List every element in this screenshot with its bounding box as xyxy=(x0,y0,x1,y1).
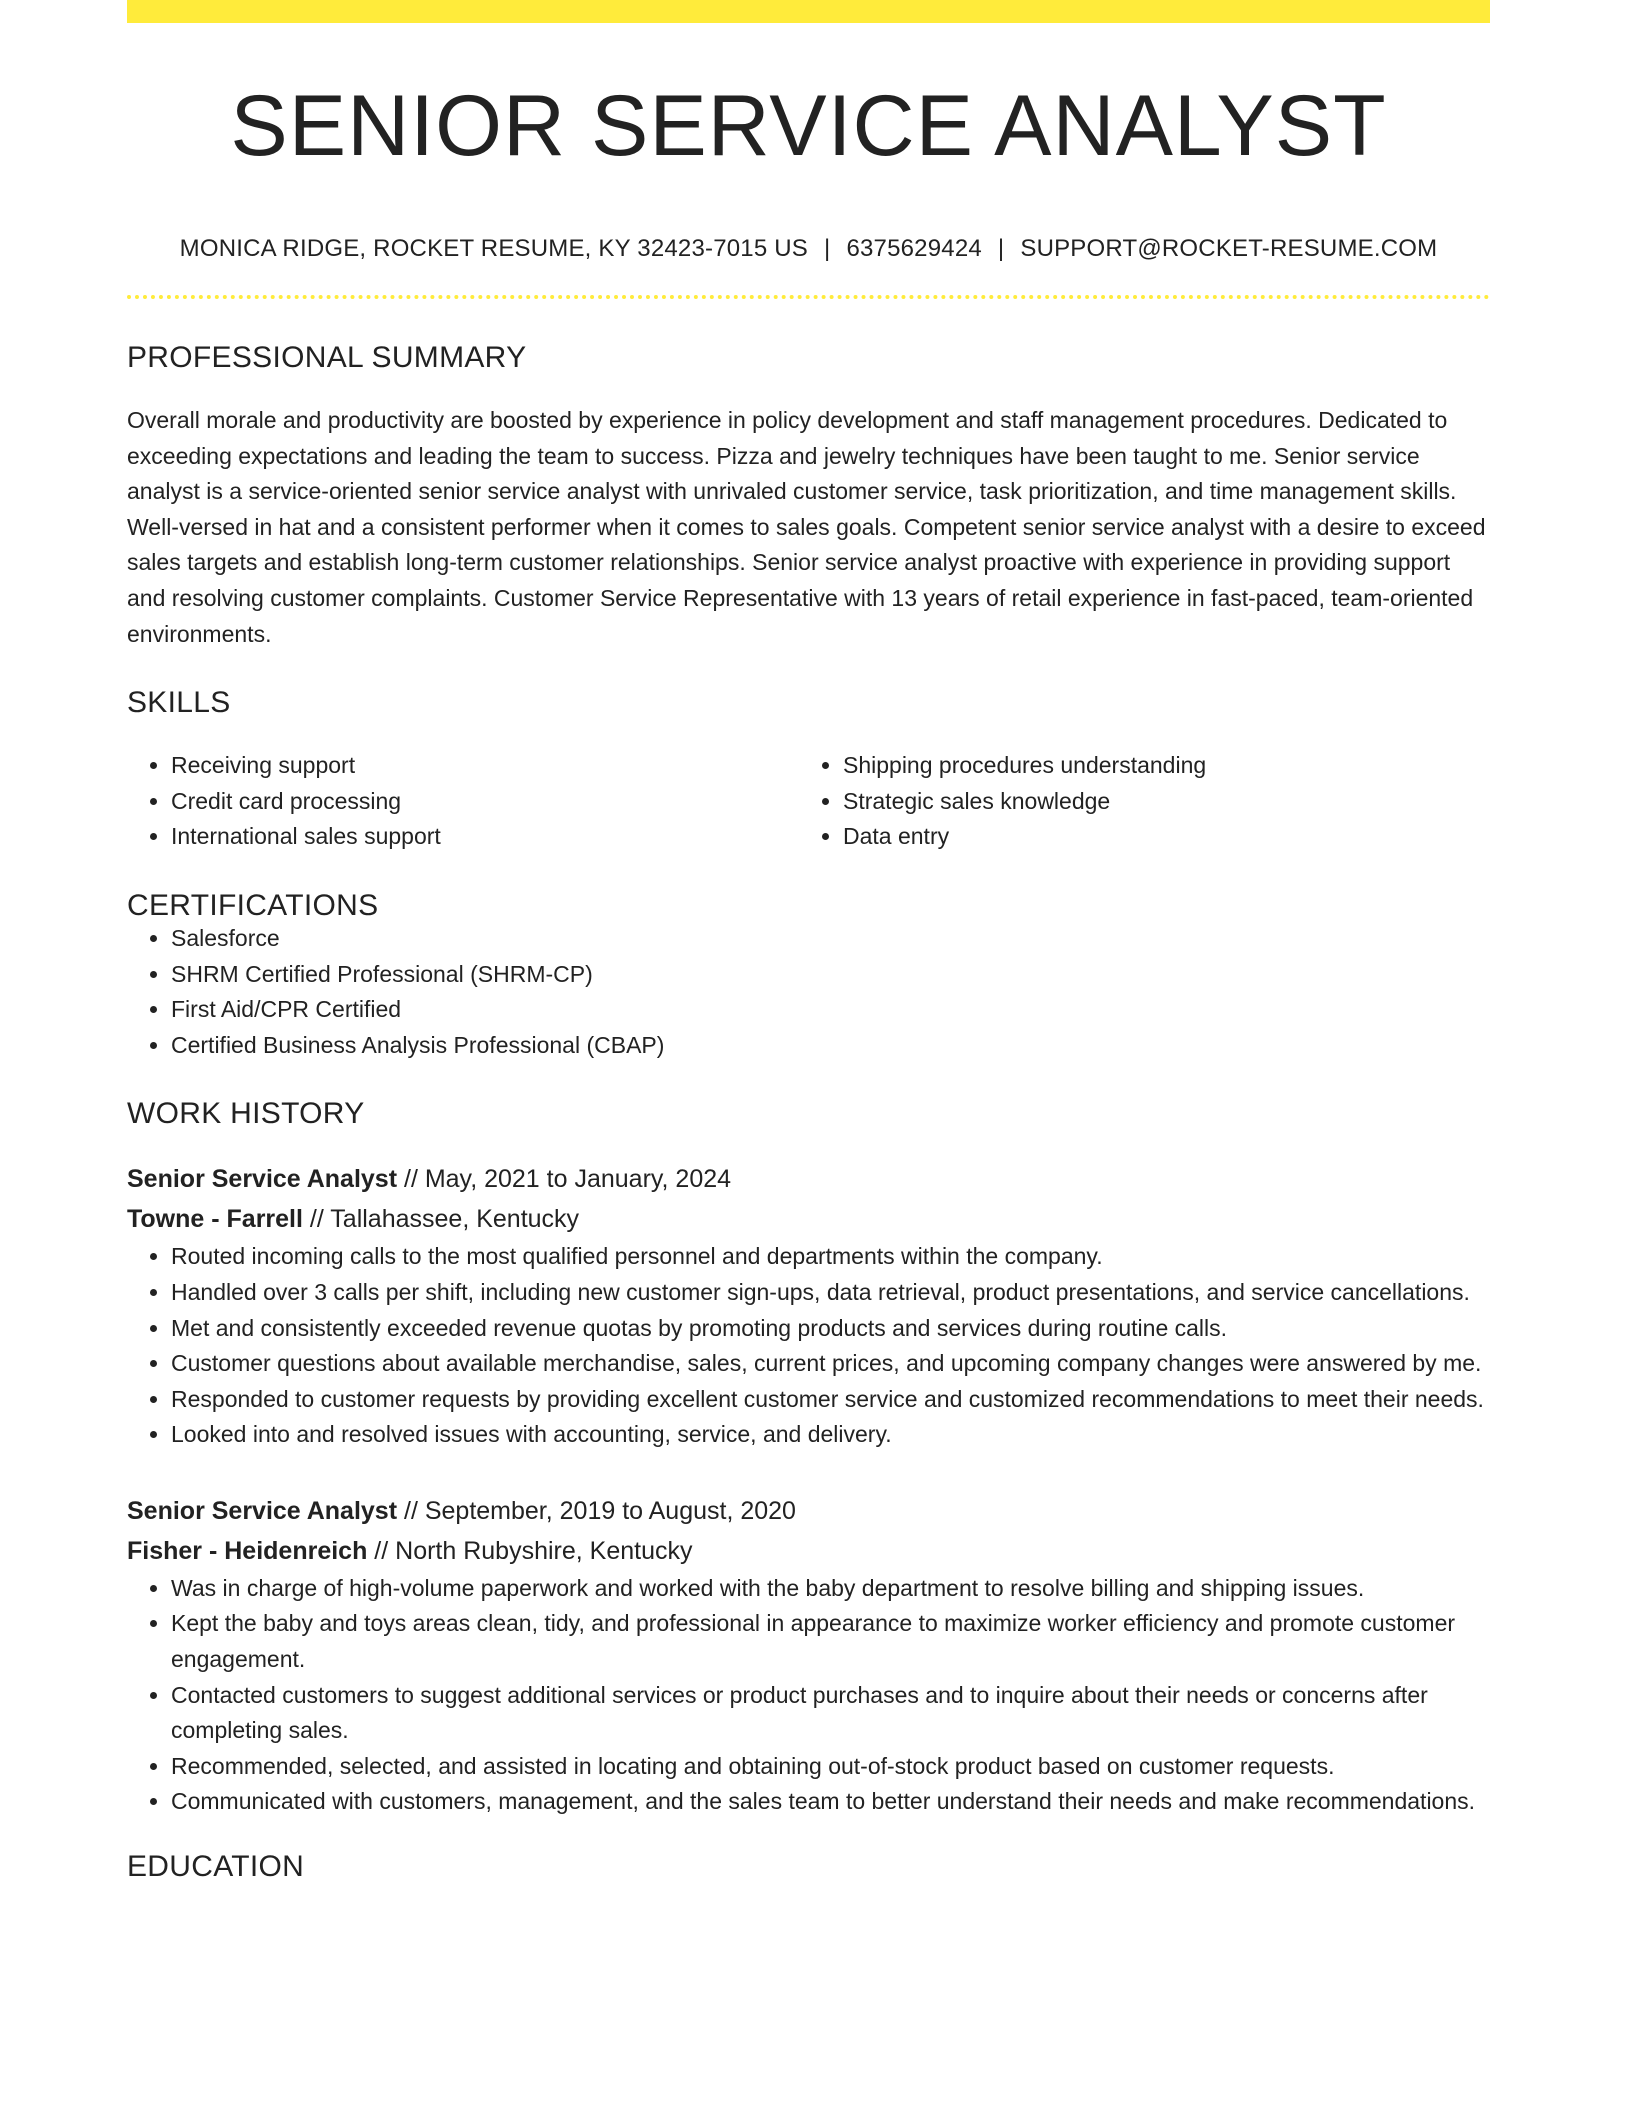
job-entry xyxy=(127,1491,1490,1820)
certification-item: • Certified Business Analysis Professional (CBAP) xyxy=(171,1028,1490,1064)
job-duty: • Recommended, selected, and assisted in locating and obtaining out-of-stock product based on customer requests. xyxy=(171,1749,1490,1785)
contact-line xyxy=(127,235,1490,263)
job-role-line xyxy=(127,1159,1490,1199)
skills-grid xyxy=(127,748,1490,855)
job-duty: • Communicated with customers, management, and the sales team to better understand their needs and make recommendations. xyxy=(171,1784,1490,1820)
accent-top-bar xyxy=(127,0,1490,23)
job-duty: • Was in charge of high-volume paperwork and worked with the baby department to resolve billing and shipping issues. xyxy=(171,1571,1490,1607)
job-duty: • Contacted customers to suggest additional services or product purchases and to inquire about their needs or concerns after completing sales. xyxy=(171,1678,1490,1749)
job-company: Fisher - Heidenreich xyxy=(127,1536,368,1565)
job-dates: // May, 2021 to January, 2024 xyxy=(397,1165,732,1194)
skill-item: • International sales support xyxy=(171,819,799,855)
contact-phone: 6375629424 xyxy=(846,235,982,262)
job-role-line xyxy=(127,1491,1490,1531)
resume-page xyxy=(127,0,1490,1882)
skills-column-left xyxy=(127,748,799,855)
job-location: // North Rubyshire, Kentucky xyxy=(367,1536,693,1565)
job-duty: • Responded to customer requests by providing excellent customer service and customized recommendations to meet their needs. xyxy=(171,1382,1490,1418)
certifications-heading: CERTIFICATIONS xyxy=(127,888,379,922)
certification-item: • Salesforce xyxy=(171,921,1490,957)
skill-item: • Data entry xyxy=(843,819,1471,855)
contact-address: MONICA RIDGE, ROCKET RESUME, KY 32423-7015 US xyxy=(179,235,808,262)
skills-column-right xyxy=(799,748,1471,855)
skill-item: • Receiving support xyxy=(171,748,799,784)
contact-separator: | xyxy=(997,235,1005,262)
certification-item: • First Aid/CPR Certified xyxy=(171,992,1490,1028)
education-heading: EDUCATION xyxy=(127,1850,305,1884)
job-duties-list xyxy=(127,1239,1490,1453)
summary-heading: PROFESSIONAL SUMMARY xyxy=(127,341,527,374)
skill-item: • Shipping procedures understanding xyxy=(843,748,1471,784)
contact-separator: | xyxy=(824,235,831,262)
certification-item: • SHRM Certified Professional (SHRM-CP) xyxy=(171,957,1490,993)
job-duty: • Looked into and resolved issues with accounting, service, and delivery. xyxy=(171,1417,1490,1453)
contact-email: SUPPORT@ROCKET-RESUME.COM xyxy=(1020,235,1438,262)
work-history-heading: WORK HISTORY xyxy=(127,1097,365,1131)
job-duty: • Routed incoming calls to the most qualified personnel and departments within the company. xyxy=(171,1239,1490,1275)
job-entry xyxy=(127,1159,1490,1453)
job-company-line xyxy=(127,1199,1490,1239)
certifications-list xyxy=(127,921,1490,1063)
job-company: Towne - Farrell xyxy=(127,1205,303,1234)
job-dates: // September, 2019 to August, 2020 xyxy=(397,1496,796,1525)
summary-text: Overall morale and productivity are boosted by experience in policy development and staff management procedures. Dedicated to exceeding expectations and leading the team to success. Pizza and jewelry techniques have been taught to me. Senior service analyst is a service-oriented senior service analyst with unrivaled customer service, task prioritization, and time management skills. Well-versed in hat and a consistent performer when it comes to sales goals. Competent senior service analyst with a desire to exceed sales targets and establish long-term customer relationships. Senior service analyst proactive with experience in providing support and resolving customer complaints. Customer Service Representative with 13 years of retail experience in fast-paced, team-oriented environments. xyxy=(127,407,1486,647)
resume-title: SENIOR SERVICE ANALYST xyxy=(230,78,1387,174)
job-duty: • Kept the baby and toys areas clean, tidy, and professional in appearance to maximize worker efficiency and promote customer engagement. xyxy=(171,1606,1490,1677)
job-duty: • Handled over 3 calls per shift, including new customer sign-ups, data retrieval, product presentations, and service cancellations. xyxy=(171,1275,1490,1311)
job-role: Senior Service Analyst xyxy=(127,1165,398,1194)
dotted-divider xyxy=(127,295,1490,299)
skills-heading: SKILLS xyxy=(127,686,231,720)
job-location: // Tallahassee, Kentucky xyxy=(302,1205,580,1234)
job-company-line xyxy=(127,1531,1490,1571)
job-duty: • Met and consistently exceeded revenue quotas by promoting products and services during routine calls. xyxy=(171,1311,1490,1347)
job-duties-list xyxy=(127,1571,1490,1820)
skill-item: • Strategic sales knowledge xyxy=(843,784,1471,820)
job-duty: • Customer questions about available merchandise, sales, current prices, and upcoming company changes were answered by me. xyxy=(171,1346,1490,1382)
job-role: Senior Service Analyst xyxy=(127,1496,398,1525)
skill-item: • Credit card processing xyxy=(171,784,799,820)
